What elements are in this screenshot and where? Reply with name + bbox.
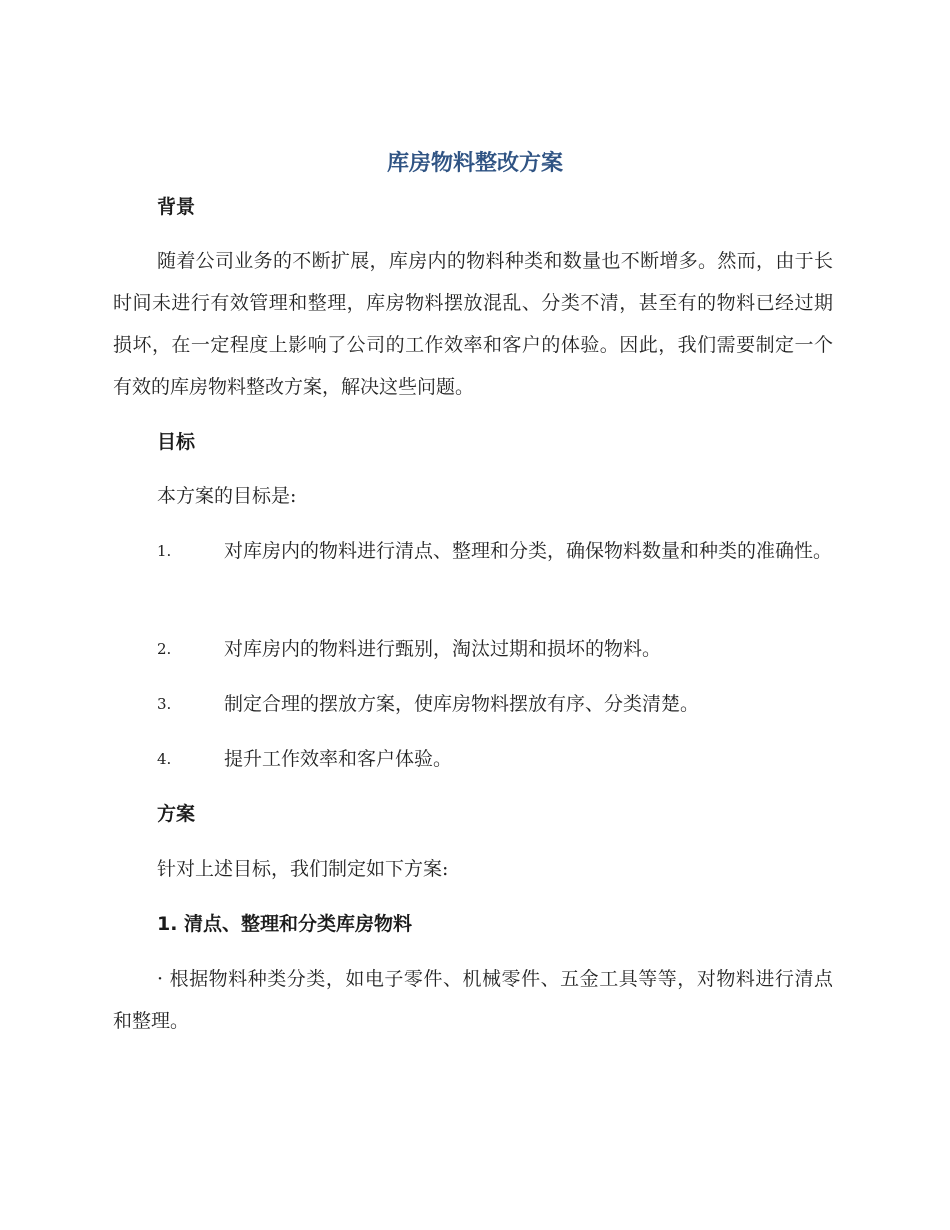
goal-item-3 bbox=[113, 683, 833, 725]
heading-goals: 目标 bbox=[157, 431, 196, 453]
list-text: 对库房内的物料进行甄别，淘汰过期和损坏的物料。 bbox=[224, 638, 662, 660]
goal-item-1 bbox=[113, 530, 833, 572]
document-title: 库房物料整改方案 bbox=[386, 151, 563, 176]
list-number: 3. bbox=[157, 695, 172, 713]
list-number: 4. bbox=[157, 750, 172, 768]
goals-intro: 本方案的目标是: bbox=[157, 485, 297, 507]
list-text: 对库房内的物料进行清点、整理和分类，确保物料数量和种类的准确性。 bbox=[224, 540, 833, 562]
goal-item-4 bbox=[113, 738, 833, 780]
goal-item-2 bbox=[113, 628, 833, 670]
list-number: 1. bbox=[157, 542, 172, 560]
heading-plan: 方案 bbox=[157, 803, 196, 825]
list-text: 提升工作效率和客户体验。 bbox=[224, 748, 453, 770]
list-text: 制定合理的摆放方案，使库房物料摆放有序、分类清楚。 bbox=[224, 693, 700, 715]
plan-intro: 针对上述目标，我们制定如下方案: bbox=[157, 858, 449, 880]
background-paragraph: 随着公司业务的不断扩展，库房内的物料种类和数量也不断增多。然而，由于长时间未进行有效管理和整理，库房物料摆放混乱、分类不清，甚至有的物料已经过期损坏，在一定程度上影响了公司的工作效率和客户的体验。因此，我们需要制定一个有效的库房物料整改方案，解决这些问题。 bbox=[113, 250, 833, 398]
heading-background: 背景 bbox=[157, 196, 196, 218]
plan-subheading-1: 1. 清点、整理和分类库房物料 bbox=[157, 913, 413, 935]
plan-bullet-1: · 根据物料种类分类，如电子零件、机械零件、五金工具等等，对物料进行清点和整理。 bbox=[113, 968, 833, 1032]
list-number: 2. bbox=[157, 640, 172, 658]
